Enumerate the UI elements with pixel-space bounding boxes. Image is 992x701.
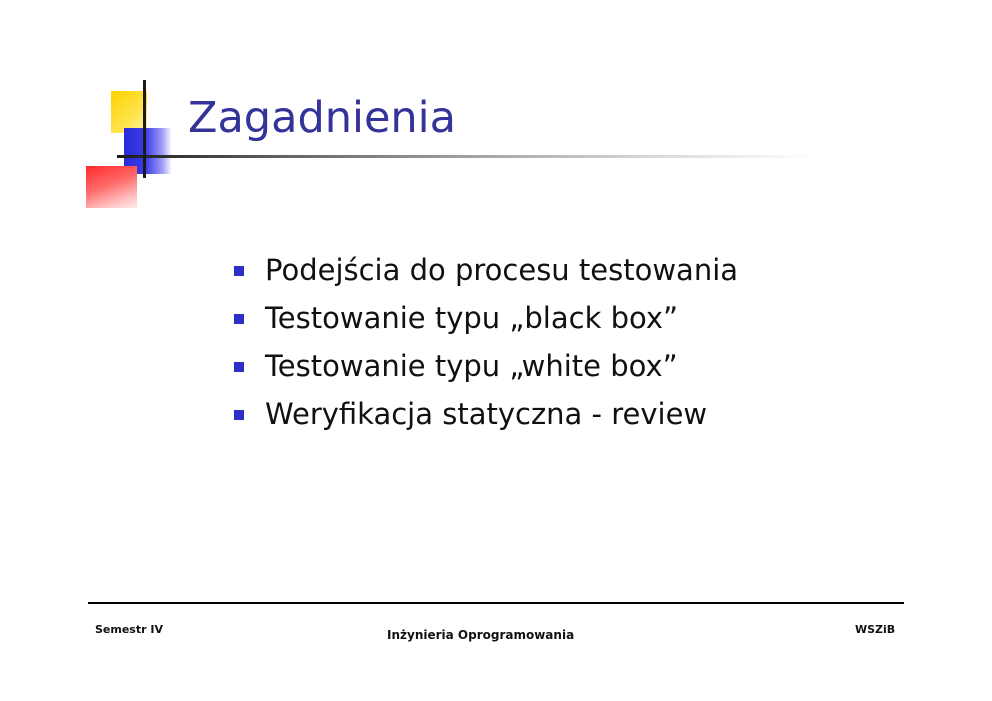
title-underline <box>117 155 817 158</box>
title-vertical-line <box>143 80 146 178</box>
bullet-text: Testowanie typu „white box” <box>265 349 678 383</box>
square-bullet-icon <box>234 314 244 324</box>
bullet-text: Podejścia do procesu testowania <box>265 253 739 287</box>
footer-semester: Semestr IV <box>95 623 163 636</box>
red-square-decoration <box>86 166 137 208</box>
footer-divider <box>88 602 904 604</box>
square-bullet-icon <box>234 266 244 276</box>
yellow-square-decoration <box>111 91 147 133</box>
bullet-text: Testowanie typu „black box” <box>265 301 679 335</box>
bullet-text: Weryfikacja statyczna - review <box>265 397 708 431</box>
footer-course: Inżynieria Oprogramowania <box>387 628 575 642</box>
footer-institution: WSZiB <box>855 623 896 636</box>
slide-title: Zagadnienia <box>188 93 456 143</box>
square-bullet-icon <box>234 410 244 420</box>
square-bullet-icon <box>234 362 244 372</box>
